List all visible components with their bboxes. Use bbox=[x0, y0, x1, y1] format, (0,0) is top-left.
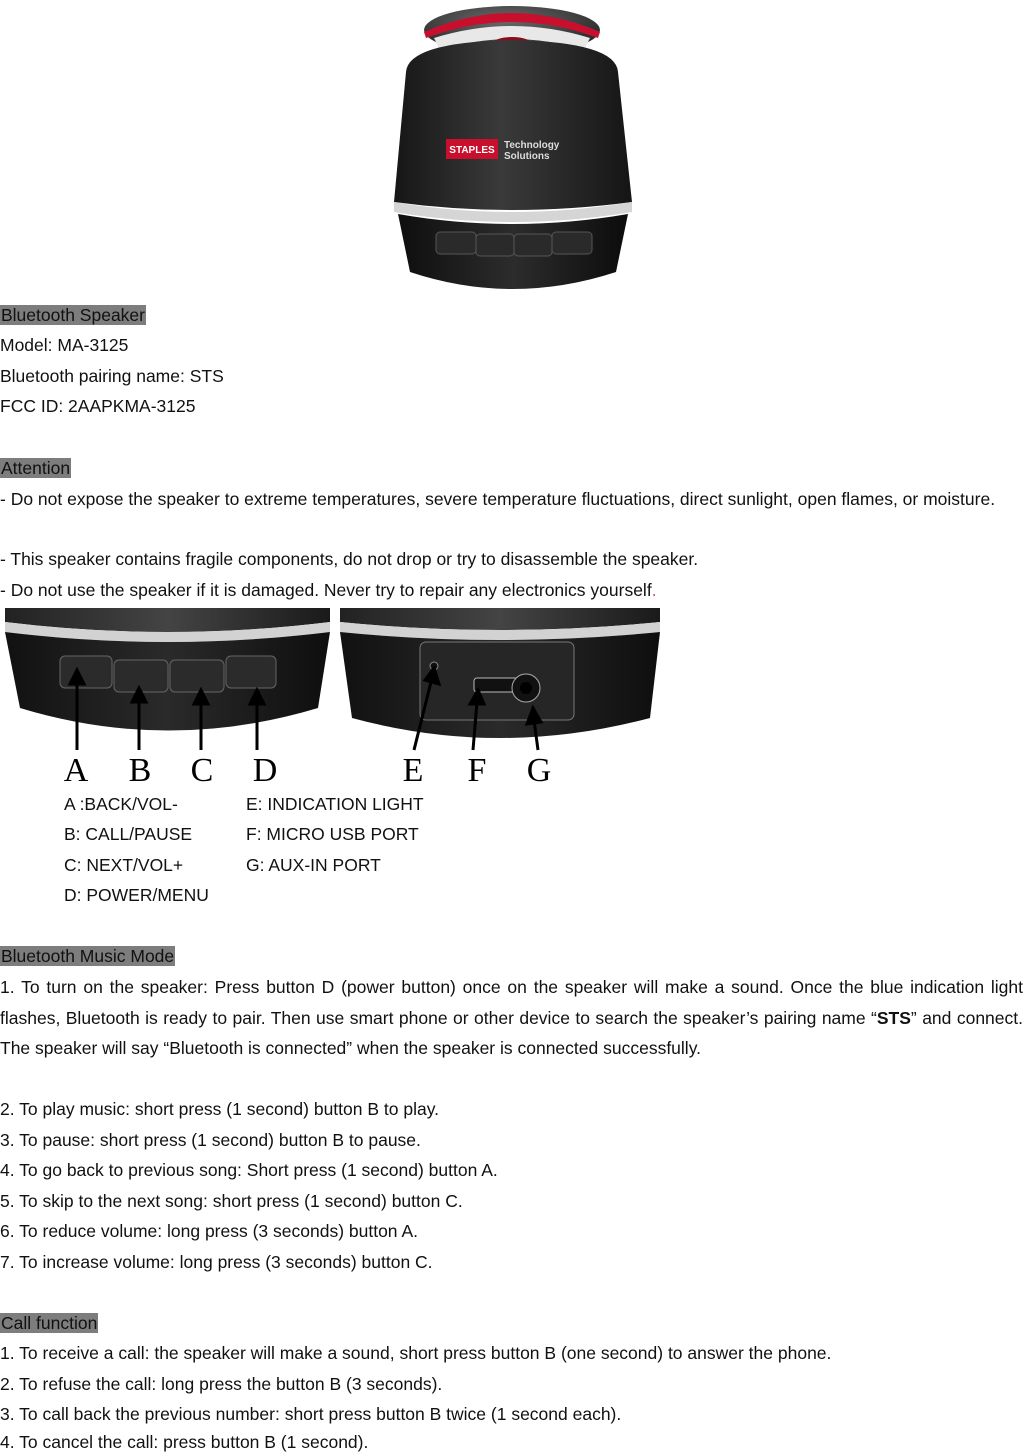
legend-b: B: CALL/PAUSE bbox=[64, 824, 193, 844]
section-title-call-function: Call function bbox=[1, 1313, 98, 1333]
section-title-music-mode: Bluetooth Music Mode bbox=[1, 946, 175, 966]
call-step-1: 1. To receive a call: the speaker will make a sound, short press button B (one second) to answer the phone. bbox=[0, 1343, 832, 1363]
diagram-letter-d: D bbox=[252, 752, 278, 788]
fcc-id: FCC ID: 2AAPKMA-3125 bbox=[0, 396, 196, 416]
model-number: Model: MA-3125 bbox=[0, 335, 129, 355]
diagram-letter-a: A bbox=[63, 752, 89, 788]
attention-item-3: - Do not use the speaker if it is damaged. Never try to repair any electronics yourself. bbox=[0, 580, 657, 600]
legend-d: D: POWER/MENU bbox=[64, 885, 209, 905]
legend-e: E: INDICATION LIGHT bbox=[246, 794, 424, 814]
attention-item-2: - This speaker contains fragile components, do not drop or try to disassemble the speaker. bbox=[0, 549, 699, 569]
brand-tagline-1: Technology bbox=[504, 140, 560, 151]
diagram-letter-e: E bbox=[402, 752, 424, 788]
diagram-letter-g: G bbox=[526, 752, 552, 788]
attention-item-1: - Do not expose the speaker to extreme temperatures, severe temperature fluctuations, direct sunlight, open flames, or moisture. bbox=[0, 489, 996, 509]
diagram-letter-c: C bbox=[190, 752, 214, 788]
section-title-bluetooth-speaker: Bluetooth Speaker bbox=[1, 305, 145, 325]
music-step-4: 4. To go back to previous song: Short press (1 second) button A. bbox=[0, 1160, 498, 1180]
legend-f: F: MICRO USB PORT bbox=[246, 824, 419, 844]
music-step-2: 2. To play music: short press (1 second) button B to play. bbox=[0, 1099, 440, 1119]
speaker-product-photo bbox=[388, 2, 638, 298]
music-step-1: 1. To turn on the speaker: Press button D (power button) once on the speaker will make a sound. Once the blue indication light flashes, Bluetooth is ready to pair. Then use smart phone or other device to search the speaker’s pairing name “STS” and connect. The speaker will say “Bluetooth is connected” when the speaker is connected successfully. bbox=[0, 977, 1023, 1058]
diagram-letter-f: F bbox=[467, 752, 487, 788]
diagram-letter-b: B bbox=[128, 752, 152, 788]
music-step-5: 5. To skip to the next song: short press (1 second) button C. bbox=[0, 1191, 463, 1211]
legend-a: A :BACK/VOL- bbox=[64, 794, 178, 814]
section-title-attention: Attention bbox=[1, 458, 71, 478]
legend-c: C: NEXT/VOL+ bbox=[64, 855, 184, 875]
staples-logo-text: STAPLES bbox=[449, 145, 495, 156]
call-step-4: 4. To cancel the call: press button B (1 second). bbox=[0, 1432, 369, 1452]
call-step-2: 2. To refuse the call: long press the button B (3 seconds). bbox=[0, 1374, 443, 1394]
brand-tagline-2: Solutions bbox=[504, 151, 550, 162]
music-step-7: 7. To increase volume: long press (3 seconds) button C. bbox=[0, 1252, 433, 1272]
speaker-buttons-diagram bbox=[0, 608, 665, 788]
music-step-6: 6. To reduce volume: long press (3 seconds) button A. bbox=[0, 1221, 418, 1241]
music-step-3: 3. To pause: short press (1 second) button B to pause. bbox=[0, 1130, 421, 1150]
pairing-name: Bluetooth pairing name: STS bbox=[0, 366, 224, 386]
legend-g: G: AUX-IN PORT bbox=[246, 855, 381, 875]
call-step-3: 3. To call back the previous number: short press button B twice (1 second each). bbox=[0, 1404, 622, 1424]
